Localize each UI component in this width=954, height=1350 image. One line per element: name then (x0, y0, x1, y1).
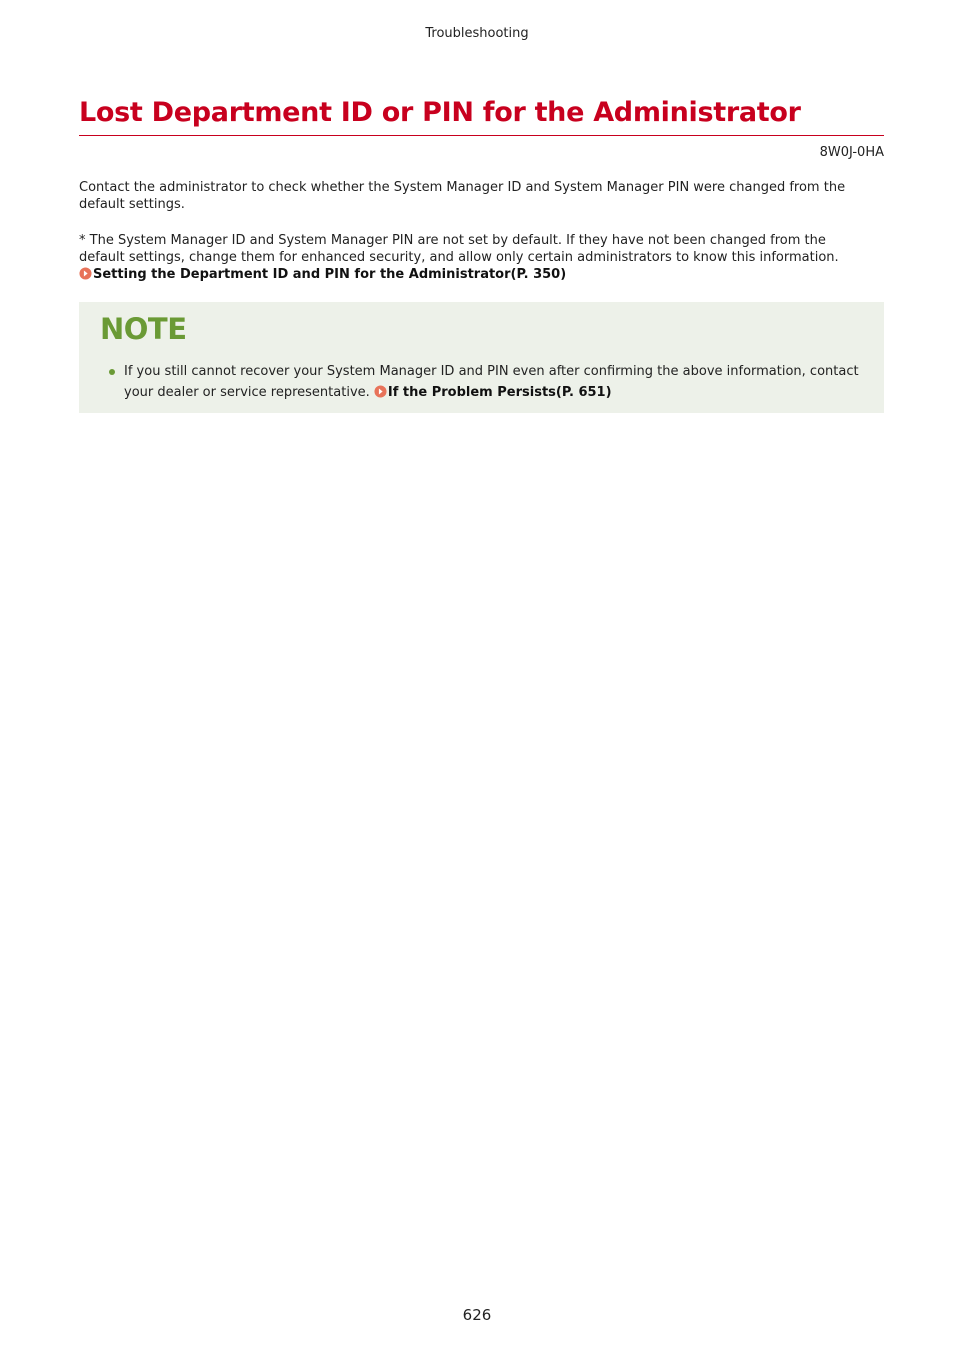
paragraph-line: * The System Manager ID and System Manager PIN are not set by default. If they have not been changed from the (79, 233, 826, 248)
link-text[interactable]: If the Problem Persists(P. 651) (387, 385, 612, 400)
running-header: Troubleshooting (425, 26, 529, 41)
default-settings-paragraph (79, 232, 884, 283)
note-item-text: If you still cannot recover your System Manager ID and PIN even after confirming the above information, contact your dealer or service representative. (124, 364, 859, 400)
paragraph-line: default settings, change them for enhanced security, and allow only certain administrators to know this information. (79, 250, 839, 265)
title-divider (79, 135, 884, 136)
link-text[interactable]: Setting the Department ID and PIN for the Administrator(P. 350) (93, 267, 567, 282)
page-number: 626 (462, 1306, 492, 1324)
intro-paragraph: Contact the administrator to check whether the System Manager ID and System Manager PIN were changed from the default settings. (79, 180, 846, 212)
document-code: 8W0J-0HA (819, 145, 884, 160)
arrow-right-circle-icon (79, 267, 92, 280)
note-heading: NOTE (100, 312, 187, 346)
note-box (79, 302, 884, 413)
setting-department-id-link[interactable] (79, 266, 884, 283)
bullet-dot-icon (109, 369, 115, 375)
arrow-right-circle-icon (374, 385, 387, 398)
note-list-item (124, 361, 869, 403)
page-title: Lost Department ID or PIN for the Administrator (79, 97, 801, 128)
problem-persists-link[interactable] (374, 385, 612, 400)
